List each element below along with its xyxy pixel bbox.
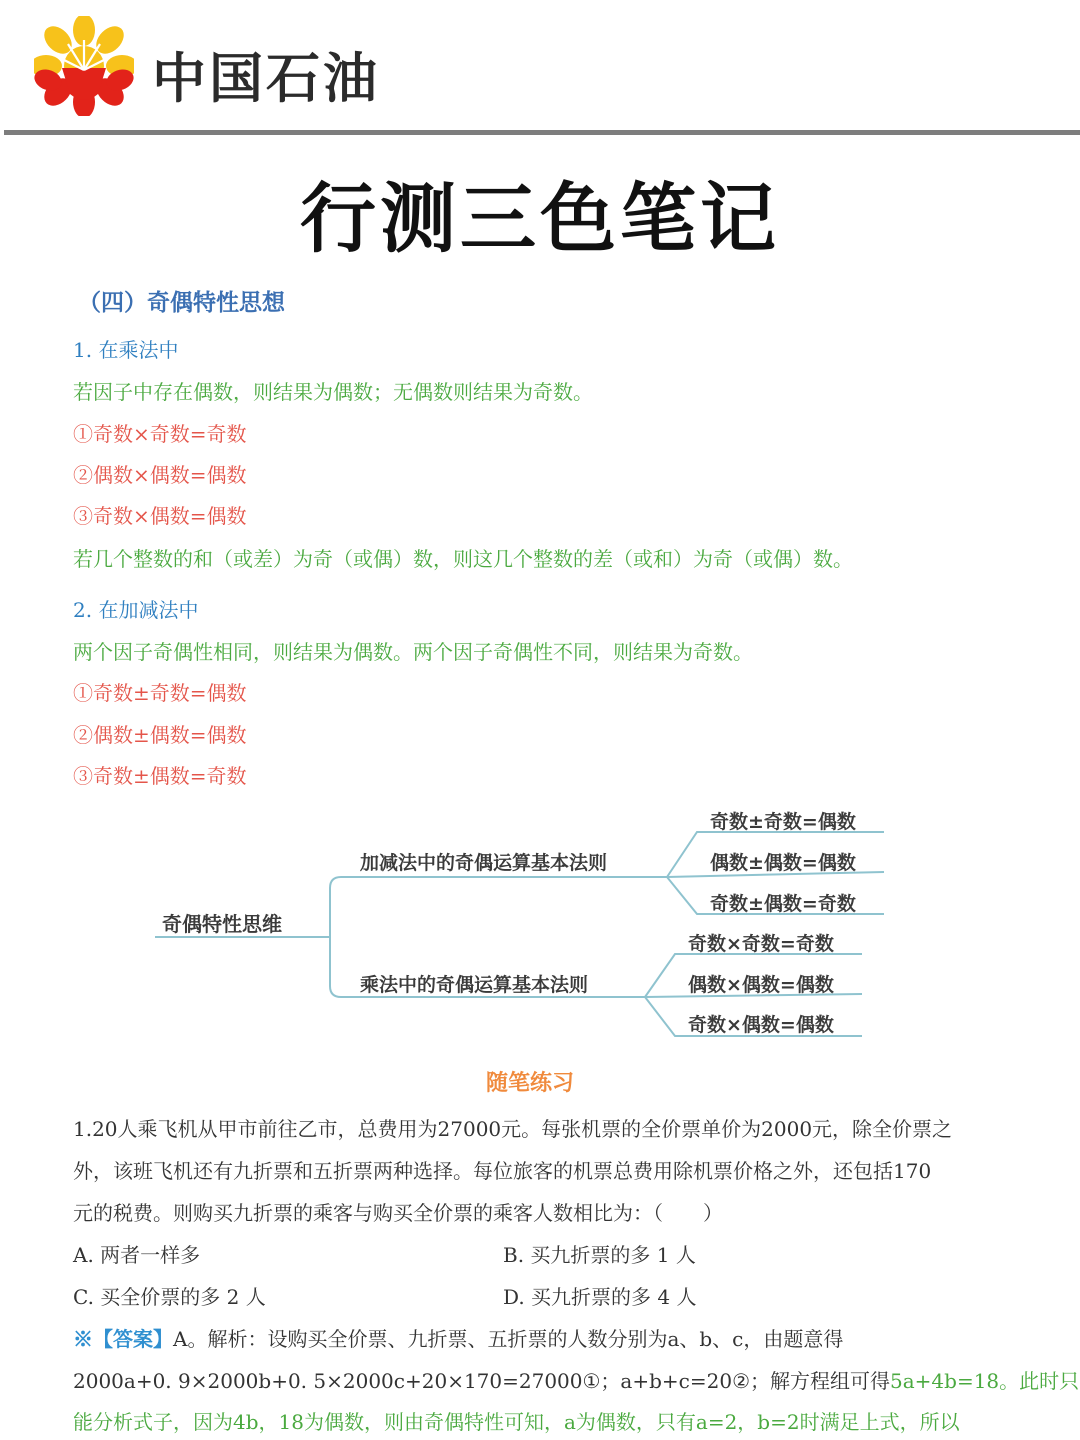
sum-difference-note: 若几个整数的和（或差）为奇（或偶）数，则这几个整数的差（或和）为奇（或偶）数。 [73,547,853,571]
mind-map-leaf: 偶数×偶数=偶数 [688,974,834,996]
answer-line-1 [73,1323,843,1352]
option-a: A. 两者一样多 [73,1243,201,1267]
mind-map-root: 奇偶特性思维 [162,912,282,936]
mind-map-branch-addition: 加减法中的奇偶运算基本法则 [360,852,608,874]
mind-map-leaf: 奇数×奇数=奇数 [688,933,834,955]
mind-map-leaf: 奇数±偶数=奇数 [710,893,856,915]
addition-heading: 2. 在加减法中 [73,598,199,622]
option-b: B. 买九折票的多 1 人 [503,1243,696,1267]
mind-map-leaf: 奇数×偶数=偶数 [688,1014,834,1036]
question-line-2: 外，该班飞机还有九折票和五折票两种选择。每位旅客的机票总费用除机票价格之外，还包括170 [73,1159,932,1183]
mind-map-leaf: 奇数±奇数=偶数 [710,811,856,833]
addition-rule: 两个因子奇偶性相同，则结果为偶数。两个因子奇偶性不同，则结果为奇数。 [73,640,753,664]
answer-text: A。解析：设购买全价票、九折票、五折票的人数分别为a、b、c，由题意得 [173,1327,844,1351]
addition-item-3: ③奇数±偶数=奇数 [73,764,247,788]
multiplication-item-1: ①奇数×奇数=奇数 [73,422,247,446]
question-line-3: 元的税费。则购买九折票的乘客与购买全价票的乘客人数相比为：（ ） [73,1201,723,1225]
multiplication-item-3: ③奇数×偶数=偶数 [73,504,247,528]
question-line-1: 1.20人乘飞机从甲市前往乙市，总费用为27000元。每张机票的全价票单价为2000元，除全价票之 [73,1117,953,1141]
mind-map-branch-multiplication: 乘法中的奇偶运算基本法则 [360,974,589,996]
answer-equations: 2000a+0. 9×2000b+0. 5×2000c+20×170=27000①；a+b+c=20②；解方程组可得 [73,1369,891,1393]
brand-name: 中国石油 [152,47,380,110]
page-title: 行测三色笔记 [300,174,780,263]
answer-line-2 [73,1365,1079,1394]
option-d: D. 买九折票的多 4 人 [503,1285,697,1309]
answer-marker: ※【答案】 [73,1327,173,1351]
multiplication-rule: 若因子中存在偶数，则结果为偶数；无偶数则结果为奇数。 [73,380,593,404]
mind-map-leaf: 偶数±偶数=偶数 [710,852,856,874]
option-c: C. 买全价票的多 2 人 [73,1285,266,1309]
brand-header [0,0,1080,132]
multiplication-item-2: ②偶数×偶数=偶数 [73,463,247,487]
header-divider [4,130,1080,135]
multiplication-heading: 1. 在乘法中 [73,338,179,362]
petrochina-logo-icon [34,16,134,116]
parity-mind-map [0,790,1080,1050]
practice-title: 随笔练习 [485,1070,574,1096]
addition-item-2: ②偶数±偶数=偶数 [73,723,247,747]
addition-item-1: ①奇数±奇数=偶数 [73,681,247,705]
section-title: （四）奇偶特性思想 [78,289,285,316]
answer-result: 5a+4b=18。此时只 [890,1369,1080,1393]
answer-line-3: 能分析式子，因为4b，18为偶数，则由奇偶特性可知，a为偶数，只有a=2，b=2时满足上式，所以 [73,1410,960,1434]
